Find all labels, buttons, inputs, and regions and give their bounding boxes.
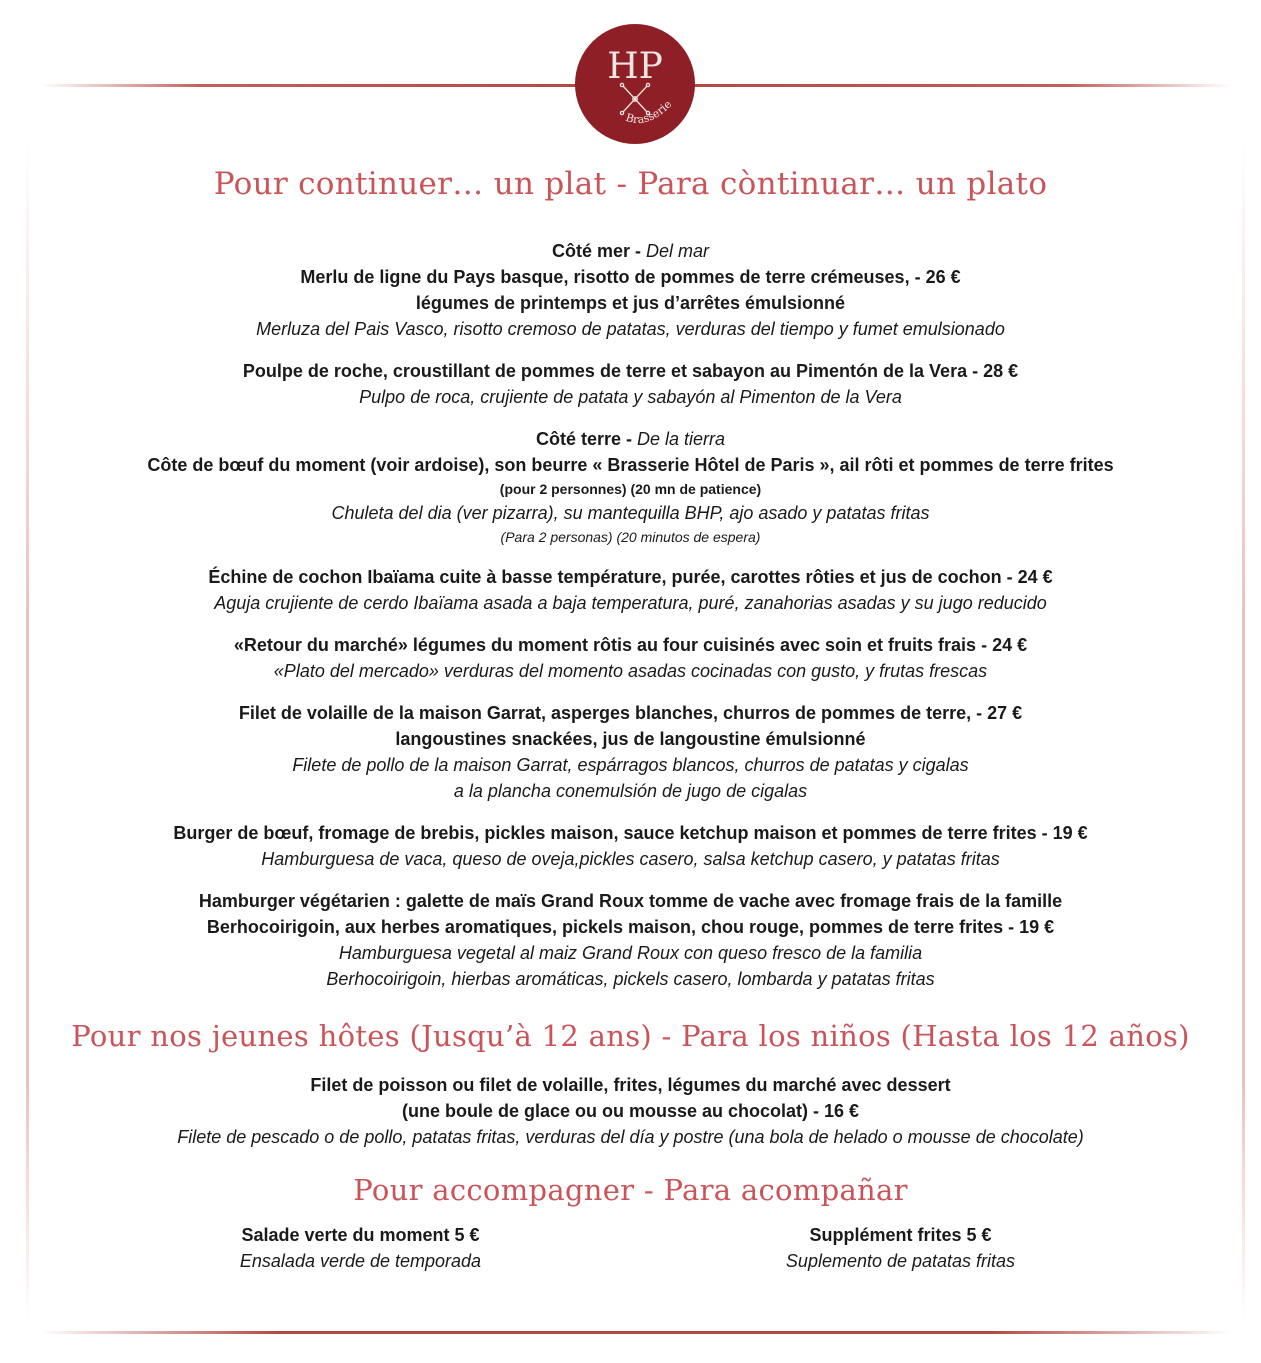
menu-item — [0, 632, 1261, 684]
menu-item — [0, 888, 1261, 992]
item-es-line: Berhocoirigoin, hierbas aromáticas, pickels casero, lombarda y patatas fritas — [326, 969, 935, 989]
side-item-fr: Salade verte du moment 5 € — [241, 1225, 480, 1245]
menu-item — [0, 564, 1261, 616]
item-fr-line: Échine de cochon Ibaïama cuite à basse température, purée, carottes rôties et jus de cochon - 24 € — [208, 567, 1053, 587]
side-item-es: Ensalada verde de temporada — [239, 1251, 482, 1271]
item-fr-note: (pour 2 personnes) (20 mn de patience) — [499, 481, 762, 497]
main-course-title: Pour continuer… un plat - Para còntinuar… un plato — [213, 166, 1048, 202]
sides-title: Pour accompagner - Para acompañar — [353, 1173, 908, 1207]
menu-item — [0, 264, 1261, 342]
menu-item — [0, 700, 1261, 804]
item-es-line: a la plancha conemulsión de jugo de cigalas — [453, 781, 808, 801]
menu-item-beef — [0, 452, 1261, 548]
item-fr-line: Filet de volaille de la maison Garrat, asperges blanches, churros de pommes de terre, - 27 € — [238, 703, 1023, 723]
item-fr-line: Merlu de ligne du Pays basque, risotto de pommes de terre crémeuses, - 26 € — [300, 267, 961, 287]
bottom-rule — [40, 1331, 1230, 1334]
item-fr-line: Berhocoirigoin, aux herbes aromatiques, pickels maison, chou rouge, pommes de terre frites - 19 € — [206, 917, 1055, 937]
side-item — [631, 1222, 1171, 1274]
sides-list — [0, 1222, 1261, 1274]
land-items — [0, 564, 1261, 992]
menu-item-kids — [0, 1072, 1261, 1150]
side-item-es: Suplemento de patatas fritas — [785, 1251, 1016, 1271]
brasserie-logo — [575, 24, 695, 144]
item-fr-line: (une boule de glace ou ou mousse au chocolat) - 16 € — [401, 1101, 860, 1121]
kids-title: Pour nos jeunes hôtes (Jusqu’à 12 ans) - Para los niños (Hasta los 12 años) — [71, 1019, 1190, 1053]
item-fr-line: Poulpe de roche, croustillant de pommes de terre et sabayon au Pimentón de la Vera - 28 € — [242, 361, 1019, 381]
item-es-note: (Para 2 personas) (20 minutos de espera) — [500, 529, 761, 545]
sea-items — [0, 264, 1261, 410]
item-fr-line: Burger de bœuf, fromage de brebis, pickles maison, sauce ketchup maison et pommes de terre frites - 19 € — [173, 823, 1088, 843]
item-es-line: Merluza del Pais Vasco, risotto cremoso de patatas, verduras del tiempo y fumet emulsionado — [256, 319, 1005, 339]
item-fr-line: Côte de bœuf du moment (voir ardoise), son beurre « Brasserie Hôtel de Paris », ail rôti et pommes de terre frites — [147, 455, 1114, 475]
category-land-fr: Côté terre - — [535, 429, 632, 449]
crossed-utensils-icon — [620, 83, 649, 114]
item-es-line: Pulpo de roca, crujiente de patata y sabayón al Pimenton de la Vera — [359, 387, 902, 407]
item-es-line: Filete de pollo de la maison Garrat, espárragos blancos, churros de patatas y cigalas — [292, 755, 969, 775]
item-es-line: Aguja crujiente de cerdo Ibaïama asada a baja temperatura, puré, zanahorias asadas y su jugo reducido — [214, 593, 1047, 613]
category-sea-fr: Côté mer - — [551, 241, 641, 261]
category-sea-es: Del mar — [646, 241, 710, 261]
top-left-rule — [40, 84, 580, 87]
menu-content — [0, 160, 1261, 1274]
menu-item — [0, 358, 1261, 410]
menu-item — [0, 820, 1261, 872]
item-fr-line: langoustines snackées, jus de langoustine émulsionné — [395, 729, 866, 749]
side-item-fr: Supplément frites 5 € — [809, 1225, 992, 1245]
logo-emblem — [575, 24, 695, 144]
item-fr-line: «Retour du marché» légumes du moment rôtis au four cuisinés avec soin et fruits frais - 24 € — [233, 635, 1028, 655]
item-fr-line: légumes de printemps et jus d’arrêtes émulsionné — [415, 293, 846, 313]
item-es-line: «Plato del mercado» verduras del momento asadas cocinadas con gusto, y frutas frescas — [273, 661, 988, 681]
top-right-rule — [690, 84, 1230, 87]
item-fr-line: Filet de poisson ou filet de volaille, frites, légumes du marché avec dessert — [310, 1075, 951, 1095]
category-sea — [0, 238, 1261, 264]
item-fr-line: Hamburger végétarien : galette de maïs Grand Roux tomme de vache avec fromage frais de la famille — [198, 891, 1063, 911]
category-land-es: De la tierra — [637, 429, 726, 449]
logo-label: Brasserie — [624, 97, 675, 127]
item-es-line: Chuleta del dia (ver pizarra), su mantequilla BHP, ajo asado y patatas fritas — [331, 503, 930, 523]
item-es-line: Hamburguesa vegetal al maiz Grand Roux con queso fresco de la familia — [338, 943, 923, 963]
logo-monogram: HP — [607, 46, 663, 87]
item-es-line: Hamburguesa de vaca, queso de oveja,pickles casero, salsa ketchup casero, y patatas fritas — [261, 849, 1000, 869]
category-land — [0, 426, 1261, 452]
item-es-line: Filete de pescado o de pollo, patatas fritas, verduras del día y postre (una bola de helado o mousse de chocolate) — [177, 1127, 1084, 1147]
side-item — [91, 1222, 631, 1274]
